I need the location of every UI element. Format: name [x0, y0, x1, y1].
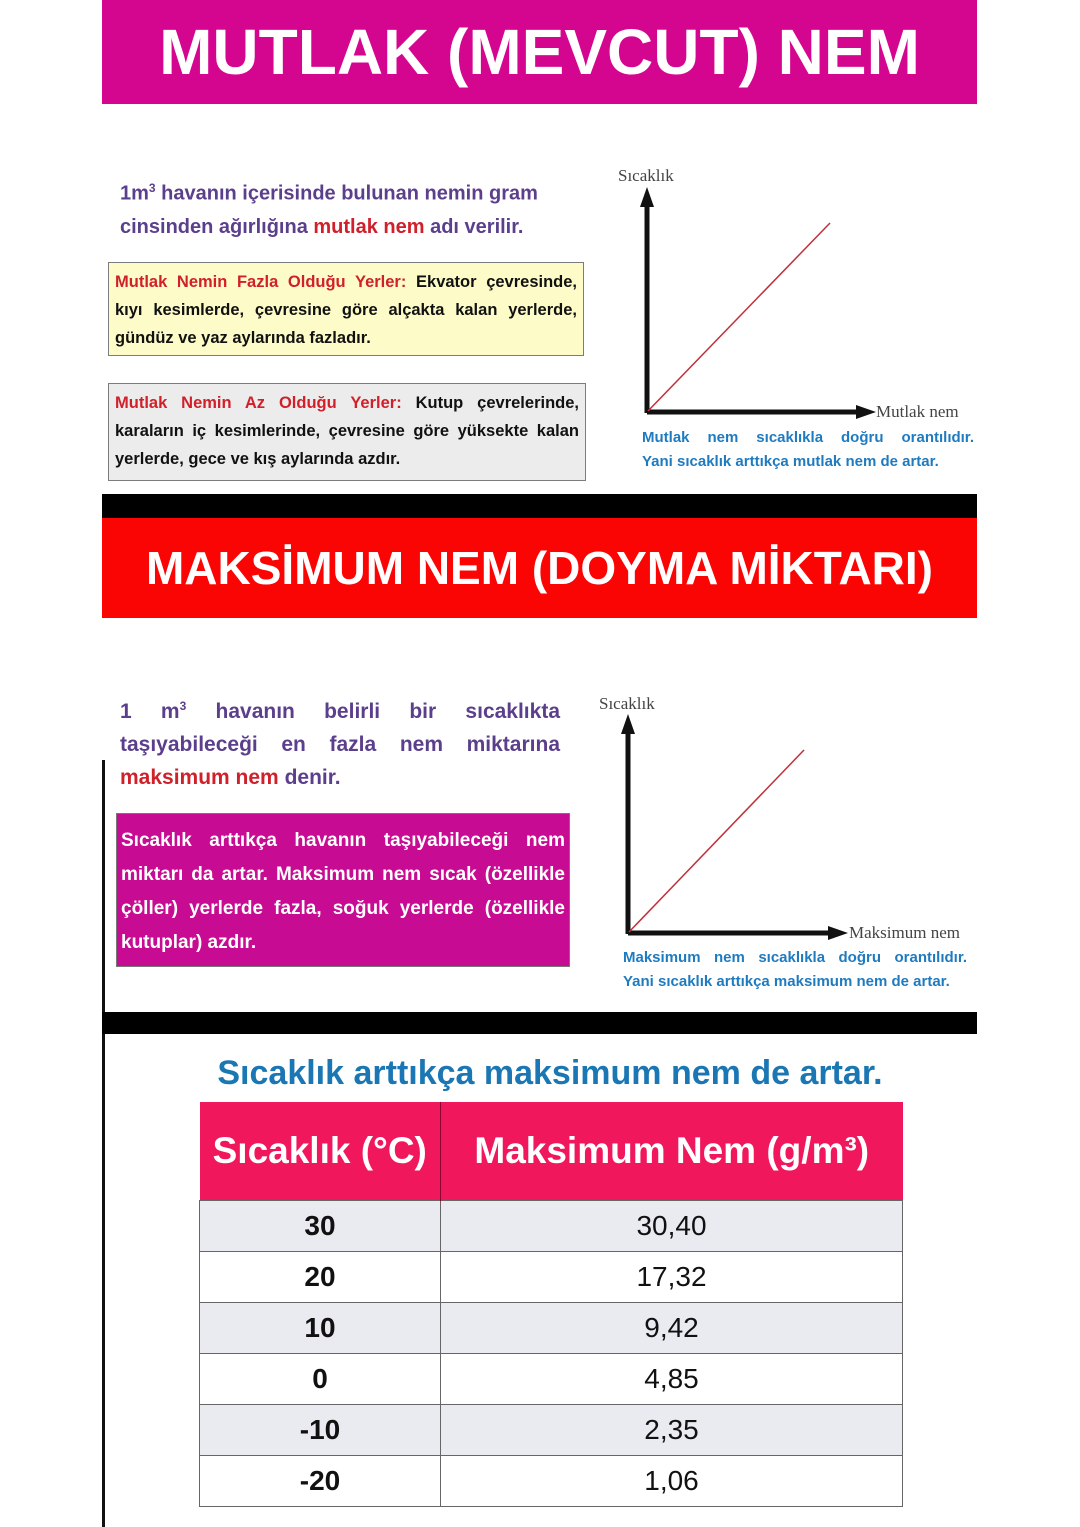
box-label: Mutlak Nemin Az Olduğu Yerler:	[115, 394, 402, 412]
graph1-caption	[642, 426, 974, 474]
superscript: 3	[148, 181, 156, 195]
box-body: Ekvator çevresinde, kıyı kesimlerde, çevresine göre alçakta kalan yerlerde, gündüz ve yaz aylarında fazladır.	[115, 273, 577, 347]
caption-line: Maksimum nem sıcaklıkla doğru orantılıdır.	[623, 949, 967, 966]
humidity-cell: 1,06	[441, 1456, 903, 1507]
definition-text: 1 m	[120, 700, 180, 723]
caption-line: Yani sıcaklık arttıkça maksimum nem de artar.	[623, 973, 950, 990]
table-row	[200, 1405, 903, 1456]
maksimum-nem-title: MAKSİMUM NEM (DOYMA MİKTARI)	[145, 542, 933, 594]
graph1-x-label: Mutlak nem	[876, 402, 959, 421]
max-humidity-table	[199, 1102, 903, 1507]
humidity-cell: 17,32	[441, 1252, 903, 1303]
graph2-line-chart	[612, 712, 862, 947]
header-temperature: Sıcaklık (°C)	[200, 1102, 441, 1201]
arrow-right-icon	[828, 926, 848, 940]
arrow-up-icon	[640, 187, 654, 207]
temperature-cell: 30	[200, 1201, 441, 1252]
humidity-cell: 2,35	[441, 1405, 903, 1456]
temperature-cell: 10	[200, 1303, 441, 1354]
definition-text: 1m	[120, 182, 149, 205]
graph2-caption	[623, 946, 967, 994]
definition-text: denir.	[278, 766, 341, 789]
table-row	[200, 1456, 903, 1507]
divider-bar	[102, 1012, 977, 1034]
table-row	[200, 1252, 903, 1303]
humidity-cell: 4,85	[441, 1354, 903, 1405]
table-title: Sıcaklık arttıkça maksimum nem de artar.	[217, 1054, 883, 1092]
table-row	[200, 1201, 903, 1252]
temperature-cell: -20	[200, 1456, 441, 1507]
temperature-cell: -10	[200, 1405, 441, 1456]
humidity-cell: 30,40	[441, 1201, 903, 1252]
table-row	[200, 1303, 903, 1354]
definition-text: havanın belirli bir sıcaklıkta taşıyabileceği en fazla nem miktarına	[120, 700, 560, 756]
table-row	[200, 1354, 903, 1405]
high-humidity-text	[109, 263, 583, 352]
box-label: Mutlak Nemin Fazla Olduğu Yerler:	[115, 273, 407, 291]
box-body: Kutup çevrelerinde, karaların iç kesimlerinde, çevresine göre yüksekte kalan yerlerde, gece ve kış aylarında azdır.	[115, 394, 579, 468]
highlight-term: maksimum nem	[120, 766, 279, 789]
low-humidity-box	[108, 383, 586, 481]
arrow-up-icon	[621, 714, 635, 734]
highlight-term: mutlak nem	[313, 215, 425, 238]
graph1-y-label: Sıcaklık	[618, 166, 674, 185]
graph1-line-chart	[630, 185, 890, 425]
caption-line: Mutlak nem sıcaklıkla doğru orantılıdır.	[642, 429, 974, 446]
arrow-right-icon	[856, 405, 876, 419]
humidity-cell: 9,42	[441, 1303, 903, 1354]
info-box-text: Sıcaklık arttıkça havanın taşıyabileceği nem miktarı da artar. Maksimum nem sıcak (özellikle çöller) yerlerde fazla, soğuk yerlerde (özellikle kutuplar) azdır.	[121, 830, 565, 953]
graph2-x-label: Maksimum nem	[849, 923, 960, 942]
divider-bar	[102, 494, 977, 519]
definition-text: havanın içerisinde bulunan nemin gram cinsinden ağırlığına	[120, 182, 538, 238]
temperature-cell: 20	[200, 1252, 441, 1303]
superscript: 3	[179, 699, 187, 713]
left-border-rule	[102, 760, 105, 1527]
graph2-y-label: Sıcaklık	[599, 694, 655, 713]
caption-line: Yani sıcaklık arttıkça mutlak nem de artar.	[642, 453, 939, 470]
definition-text: adı verilir.	[424, 215, 524, 238]
temperature-cell: 0	[200, 1354, 441, 1405]
mutlak-nem-definition	[120, 172, 565, 244]
mutlak-nem-title: MUTLAK (MEVCUT) NEM	[159, 16, 920, 88]
low-humidity-text	[109, 384, 585, 473]
high-humidity-box	[108, 262, 584, 356]
table-header-row	[200, 1102, 903, 1201]
header-max-humidity: Maksimum Nem (g/m³)	[441, 1102, 903, 1201]
maksimum-nem-info-box	[116, 813, 570, 967]
maksimum-nem-definition	[120, 690, 560, 794]
